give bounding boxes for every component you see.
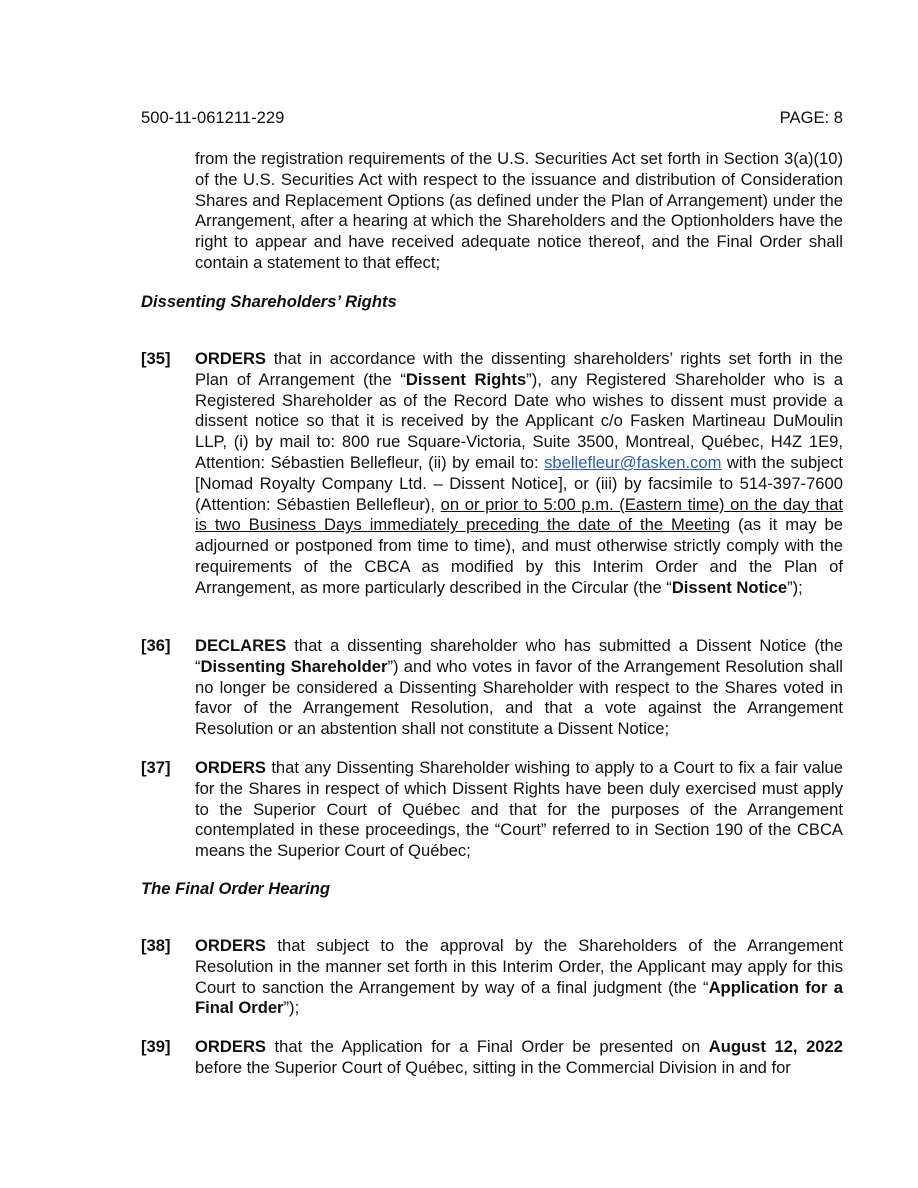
text-run: that a dissenting shareholder who has submitted a Dissent Notice (the “ (195, 636, 843, 676)
paragraph-verb: DECLARES (195, 636, 287, 655)
text-run: ”); (283, 998, 300, 1018)
defined-term: Dissenting Shareholder (200, 656, 388, 676)
text-run: with the subject [Nomad Royalty Company Ltd. – Dissent Notice], or (iii) by facsimile to 514-397-7600 (Attention: Sébastien Bellefleur), (195, 452, 844, 514)
paragraph-35 (141, 349, 843, 599)
text-run: ”) and who votes in favor of the Arrangement Resolution shall no longer be considered a Dissenting Shareholder with respect to the Shares voted in favor of the Arrangement Resolution, and that a vote against the Arrangement Resolution or an abstention shall not constitute a Dissent Notice; (195, 656, 843, 739)
paragraph-39 (141, 1037, 843, 1079)
paragraph-verb: ORDERS (195, 349, 266, 368)
paragraph-number: [39] (141, 1037, 171, 1056)
paragraph-38 (141, 936, 843, 1019)
continuation-paragraph: from the registration requirements of the U.S. Securities Act set forth in Section 3(a)(10) of the U.S. Securities Act with respect to the issuance and distribution of Consideration Shares and Replacement Options (as defined under the Plan of Arrangement) under the Arrangement, after a hearing at which the Shareholders and the Optionholders have the right to appear and have received adequate notice thereof, and the Final Order shall contain a statement to that effect; (195, 149, 843, 272)
email-link[interactable]: sbellefleur@fasken.com (544, 452, 722, 472)
paragraph-36 (141, 636, 843, 740)
paragraph-body (195, 758, 843, 862)
hearing-date: August 12, 2022 (708, 1037, 843, 1056)
text-run: that any Dissenting Shareholder wishing to apply to a Court to fix a fair value for the Shares in respect of which Dissent Rights have been duly exercised must apply to the Superior Court of Québec and that for the purposes of the Arrangement contemplated in these proceedings, the “Court” referred to in Section 190 of the CBCA means the Superior Court of Québec; (195, 758, 843, 861)
page-header (141, 108, 843, 129)
paragraph-body (195, 1037, 843, 1079)
paragraph-body (195, 636, 843, 740)
deadline-text: on or prior to 5:00 p.m. (Eastern time) on the day that is two Business Days immediately preceding the date of the Meeting (195, 494, 844, 535)
paragraph-number: [36] (141, 636, 171, 655)
paragraph-verb: ORDERS (195, 758, 266, 777)
paragraph-verb: ORDERS (195, 1037, 266, 1056)
defined-term: Dissent Notice (671, 577, 788, 597)
text-run: (as it may be adjourned or postponed from time to time), and must otherwise strictly comply with the requirements of the CBCA as modified by this Interim Order and the Plan of Arrangement, as more particularly described in the Circular (the “ (195, 515, 843, 597)
text-run: that subject to the approval by the Shareholders of the Arrangement Resolution in the manner set forth in this Interim Order, the Applicant may apply for this Court to sanction the Arrangement by way of a final judgment (the “ (195, 936, 843, 997)
section-heading-dissent: Dissenting Shareholders’ Rights (141, 292, 397, 311)
paragraph-number: [35] (141, 349, 171, 368)
section-heading-final-order: The Final Order Hearing (141, 879, 331, 898)
paragraph-body (195, 936, 843, 1019)
defined-term: Dissent Rights (405, 369, 527, 389)
paragraph-37 (141, 758, 843, 862)
text-run: ”); (787, 577, 803, 597)
paragraph-verb: ORDERS (195, 936, 266, 955)
text-run: that in accordance with the dissenting shareholders’ rights set forth in the Plan of Arrangement (the “ (195, 349, 843, 389)
text-run: that the Application for a Final Order be presented on (266, 1037, 709, 1056)
defined-term: Application for a Final Order (195, 977, 843, 1018)
page-number: PAGE: 8 (779, 108, 843, 127)
paragraph-number: [38] (141, 936, 171, 955)
text-run: ”), any Registered Shareholder who is a Registered Shareholder as of the Record Date who wishes to dissent must provide a dissent notice so that it is received by the Applicant c/o Fasken Martineau DuMoulin LLP, (i) by mail to: 800 rue Square-Victoria, Suite 3500, Montreal, Québec, H4Z 1E9, Attention: Sébastien Bellefleur, (ii) by email to: (195, 369, 843, 472)
paragraph-number: [37] (141, 758, 171, 777)
case-number: 500-11-061211-229 (141, 108, 285, 127)
text-run: before the Superior Court of Québec, sitting in the Commercial Division in and for (195, 1057, 791, 1077)
paragraph-body (195, 349, 843, 599)
